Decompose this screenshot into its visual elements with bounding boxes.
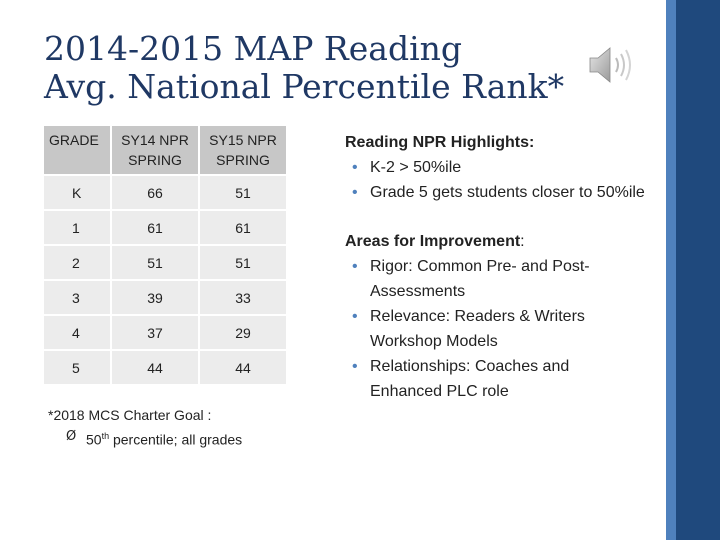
table-row xyxy=(44,279,286,314)
bullet-dot-icon: • xyxy=(352,159,358,176)
sy15-cell: 61 xyxy=(198,209,286,244)
sy14-cell: 44 xyxy=(110,349,198,384)
bullet-dot-icon: • xyxy=(352,184,358,201)
table-row xyxy=(44,174,286,209)
improvement-list xyxy=(345,254,645,404)
list-item: • Relevance: Readers & Writers Workshop Models xyxy=(345,304,645,354)
grade-cell: 4 xyxy=(44,314,110,349)
sy15-cell: 44 xyxy=(198,349,286,384)
bullet-dot-icon: • xyxy=(352,358,358,375)
improvement-heading: Areas for Improvement: xyxy=(345,233,525,250)
grade-cell: 3 xyxy=(44,279,110,314)
highlights-panel xyxy=(345,130,645,404)
goal-text: percentile; all grades xyxy=(109,431,243,448)
slide-title xyxy=(44,30,604,106)
grade-cell: 1 xyxy=(44,209,110,244)
table-row xyxy=(44,244,286,279)
sy14-cell: 51 xyxy=(110,244,198,279)
sy15-cell: 33 xyxy=(198,279,286,314)
sy15-cell: 51 xyxy=(198,244,286,279)
goal-number: 50 xyxy=(86,431,102,448)
goal-heading: *2018 MCS Charter Goal : xyxy=(48,407,212,423)
header-sy14: SY14 NPR SPRING xyxy=(110,126,198,174)
speaker-icon[interactable] xyxy=(586,42,638,88)
sy14-cell: 66 xyxy=(110,174,198,209)
sy14-cell: 61 xyxy=(110,209,198,244)
title-line-1: 2014-2015 MAP Reading xyxy=(44,29,463,68)
npr-table xyxy=(44,126,286,384)
goal-bullet xyxy=(48,426,242,451)
list-item: • Rigor: Common Pre- and Post-Assessments xyxy=(345,254,645,304)
grade-cell: 5 xyxy=(44,349,110,384)
highlights-list xyxy=(345,155,645,205)
table-row xyxy=(44,314,286,349)
header-grade: GRADE xyxy=(44,126,110,174)
bullet-dot-icon: • xyxy=(352,258,358,275)
list-item: • Relationships: Coaches and Enhanced PLC role xyxy=(345,354,645,404)
right-sidebar-accent xyxy=(666,0,676,540)
sy14-cell: 37 xyxy=(110,314,198,349)
arrow-bullet-icon: Ø xyxy=(66,429,77,444)
sy14-cell: 39 xyxy=(110,279,198,314)
list-item: • K-2 > 50%ile xyxy=(345,155,645,180)
list-item: • Grade 5 gets students closer to 50%ile xyxy=(345,180,645,205)
table-row xyxy=(44,209,286,244)
goal-superscript: th xyxy=(101,431,110,441)
grade-cell: K xyxy=(44,174,110,209)
sy15-cell: 51 xyxy=(198,174,286,209)
table-header-row xyxy=(44,126,286,174)
grade-cell: 2 xyxy=(44,244,110,279)
header-sy15: SY15 NPR SPRING xyxy=(198,126,286,174)
bullet-dot-icon: • xyxy=(352,308,358,325)
title-line-2: Avg. National Percentile Rank* xyxy=(44,67,565,106)
highlights-heading: Reading NPR Highlights: xyxy=(345,134,535,151)
charter-goal-note xyxy=(48,405,242,451)
sy15-cell: 29 xyxy=(198,314,286,349)
table-row xyxy=(44,349,286,384)
